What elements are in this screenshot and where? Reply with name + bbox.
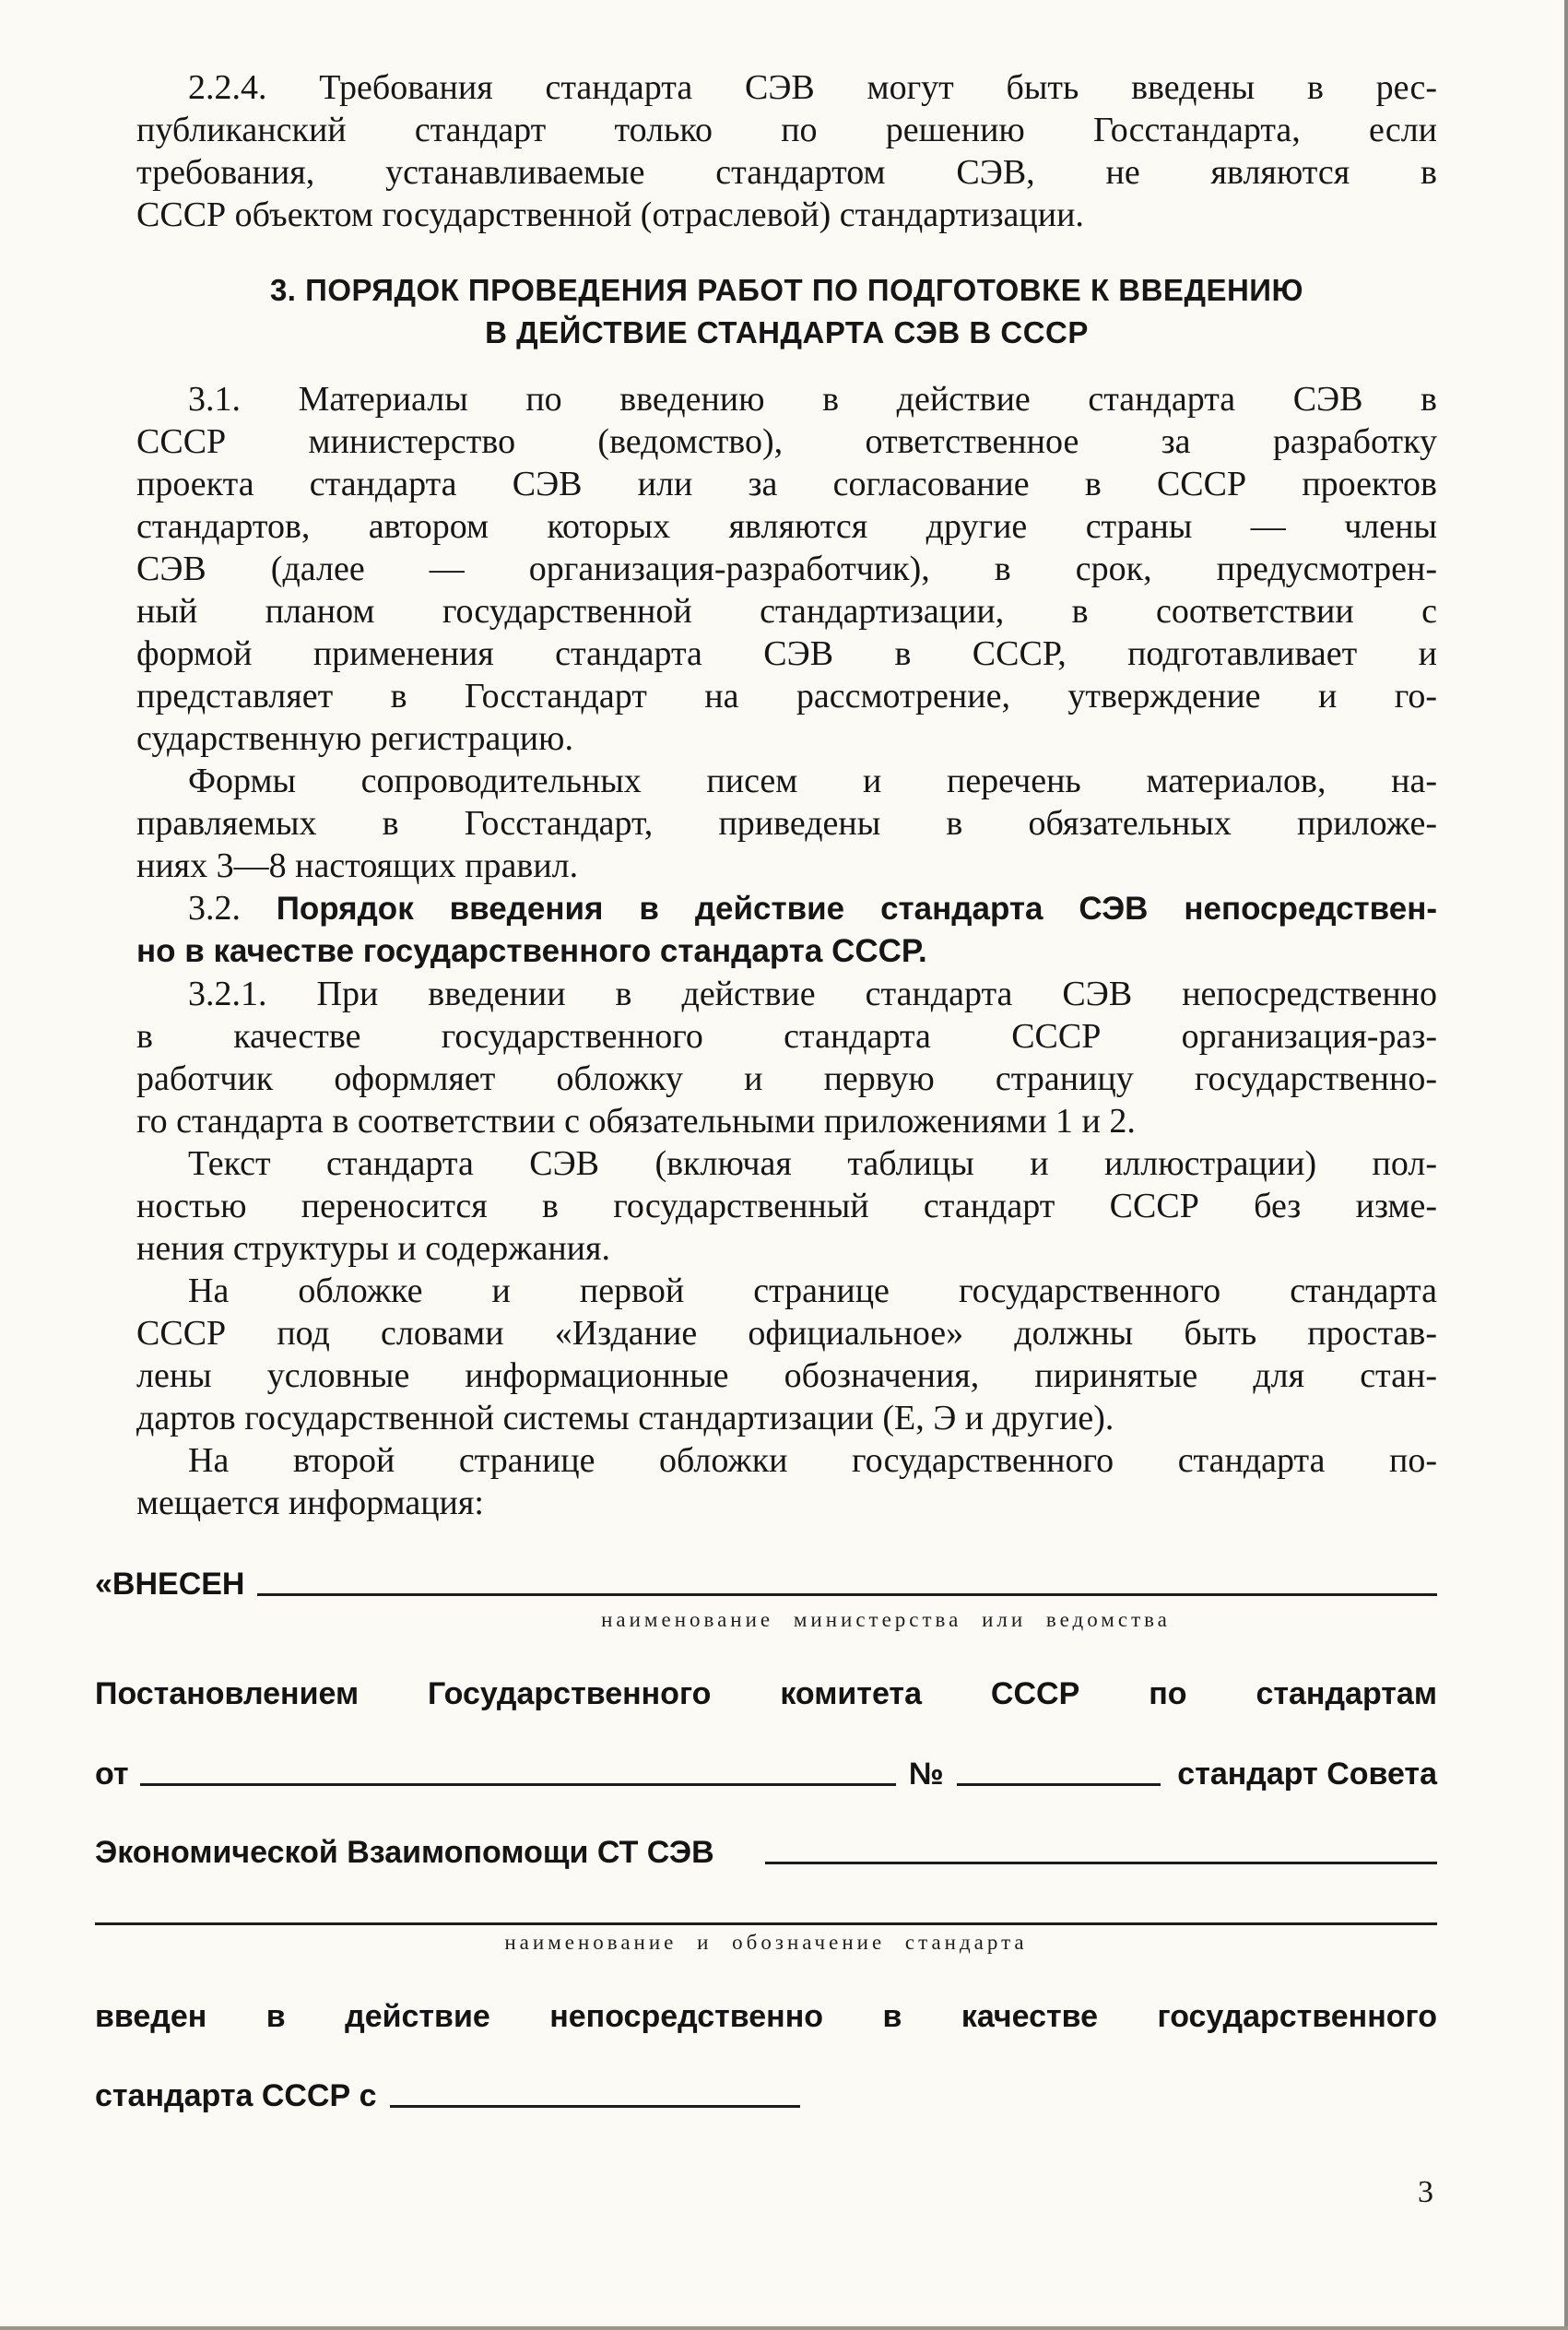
text-line: правляемых в Госстандарт, приведены в обязательных приложе- <box>136 804 1437 843</box>
blank-line-st-sev <box>765 1860 1437 1864</box>
standarta-s-label: стандарта СССР с <box>95 2078 377 2113</box>
text-line: СССР объектом государственной (отраслевой) стандартизации. <box>136 195 1084 234</box>
text-line: сударственную регистрацию. <box>136 719 573 758</box>
blank-line-ministry <box>257 1591 1437 1596</box>
form-row-st-sev <box>95 1835 1437 1871</box>
text-line: ниях 3—8 настоящих правил. <box>136 846 579 885</box>
section-3-heading <box>164 269 1409 354</box>
number-sign-label: № <box>908 1756 944 1792</box>
form-row-effective-date <box>95 2078 1437 2114</box>
text-line: ностью переносится в государственный стандарт СССР без изме- <box>136 1187 1437 1225</box>
text-line: На обложке и первой странице государственного стандарта <box>188 1271 1437 1310</box>
text-line: работчик оформляет обложку и первую страницу государственно- <box>136 1059 1437 1098</box>
text-line: СЭВ (далее — организация-разработчик), в срок, предусмотрен- <box>136 550 1437 588</box>
form-row-postanovlenie: Постановлением Государственного комитета СССР по стандартам <box>95 1676 1437 1711</box>
scan-edge-bottom <box>0 2326 1568 2330</box>
clause-number: 3.2. <box>188 889 241 928</box>
text-line: формой применения стандарта СЭВ в СССР, подготавливает и <box>136 634 1437 673</box>
text-line: СССР министерство (ведомство), ответственное за разработку <box>136 422 1437 461</box>
text-line: ный планом государственной стандартизации, в соответствии с <box>136 592 1437 631</box>
text-line: стандартов, автором которых являются другие страны — члены <box>136 507 1437 546</box>
text-line: но в качестве государственного стандарта СССР. <box>136 933 927 969</box>
text-line: нения структуры и содержания. <box>136 1229 610 1268</box>
paragraph-second-page-info <box>136 1439 1437 1524</box>
scan-edge-right <box>1564 0 1568 2330</box>
text-line: СССР под словами «Издание официальное» должны быть простав- <box>136 1314 1437 1353</box>
text-line: лены условные информационные обозначения, пиринятые для стан- <box>136 1356 1437 1395</box>
standard-name-caption: наименование и обозначение стандарта <box>504 1930 1028 1954</box>
paragraph-cover-markings <box>136 1270 1437 1439</box>
text-line: На второй странице обложки государственного стандарта по- <box>188 1441 1437 1480</box>
text-line: Текст стандарта СЭВ (включая таблицы и иллюстрации) пол- <box>188 1144 1437 1183</box>
text-line: требования, устанавливаемые стандартом СЭВ, не являются в <box>136 153 1437 192</box>
ministry-caption: наименование министерства или ведомства <box>601 1608 1171 1631</box>
text-line <box>136 887 1437 930</box>
paragraph-2-2-4 <box>136 66 1437 236</box>
paragraph-text-transfer <box>136 1142 1437 1270</box>
paragraph-3-2 <box>136 887 1437 973</box>
form-row-vveden: введен в действие непосредственно в качестве государственного <box>95 1998 1437 2034</box>
heading-line: 3. ПОРЯДОК ПРОВЕДЕНИЯ РАБОТ ПО ПОДГОТОВКЕ К ВВЕДЕНИЮ <box>269 273 1304 307</box>
text-line: в качестве государственного стандарта СССР организация-раз- <box>136 1017 1437 1056</box>
text-line: 3.1. Материалы по введению в действие стандарта СЭВ в <box>188 380 1437 419</box>
blank-line-effective-date <box>390 2103 800 2108</box>
form-row-vnesen <box>95 1567 1437 1603</box>
text-line: 3.2.1. При введении в действие стандарта СЭВ непосредственно <box>188 975 1437 1013</box>
text-line: го стандарта в соответствии с обязательными приложениями 1 и 2. <box>136 1102 1136 1141</box>
form-row-date-number <box>95 1756 1437 1792</box>
blank-line-date <box>140 1781 896 1786</box>
text-line: Формы сопроводительных писем и перечень материалов, на- <box>188 762 1437 800</box>
vzaimopomoshch-label: Экономической Взаимопомощи СТ СЭВ <box>95 1834 714 1870</box>
ot-label: от <box>95 1756 129 1792</box>
standart-soveta-label: стандарт Совета <box>1177 1756 1437 1792</box>
paragraph-3-2-1 <box>136 973 1437 1142</box>
paragraph-3-1 <box>136 378 1437 760</box>
text-line: представляет в Госстандарт на рассмотрение, утверждение и го- <box>136 677 1437 716</box>
standard-intro-form <box>95 1567 1437 2114</box>
blank-line-standard-name <box>95 1922 1437 1925</box>
bold-run-in-heading: Порядок введения в действие стандарта СЭВ непосредствен- <box>276 891 1437 927</box>
heading-line: В ДЕЙСТВИЕ СТАНДАРТА СЭВ В СССР <box>485 315 1089 349</box>
paragraph-letters <box>136 760 1437 887</box>
text-line: публиканский стандарт только по решению Госстандарта, если <box>136 111 1437 149</box>
blank-line-number <box>957 1781 1161 1786</box>
text-line: дартов государственной системы стандартизации (Е, Э и другие). <box>136 1399 1114 1437</box>
text-line: мещается информация: <box>136 1484 484 1522</box>
page-number: 3 <box>1418 2175 1433 2209</box>
vnesen-label: «ВНЕСЕН <box>95 1567 245 1602</box>
text-line: 2.2.4. Требования стандарта СЭВ могут быть введены в рес- <box>188 68 1437 107</box>
text-line: проекта стандарта СЭВ или за согласование в СССР проектов <box>136 465 1437 503</box>
